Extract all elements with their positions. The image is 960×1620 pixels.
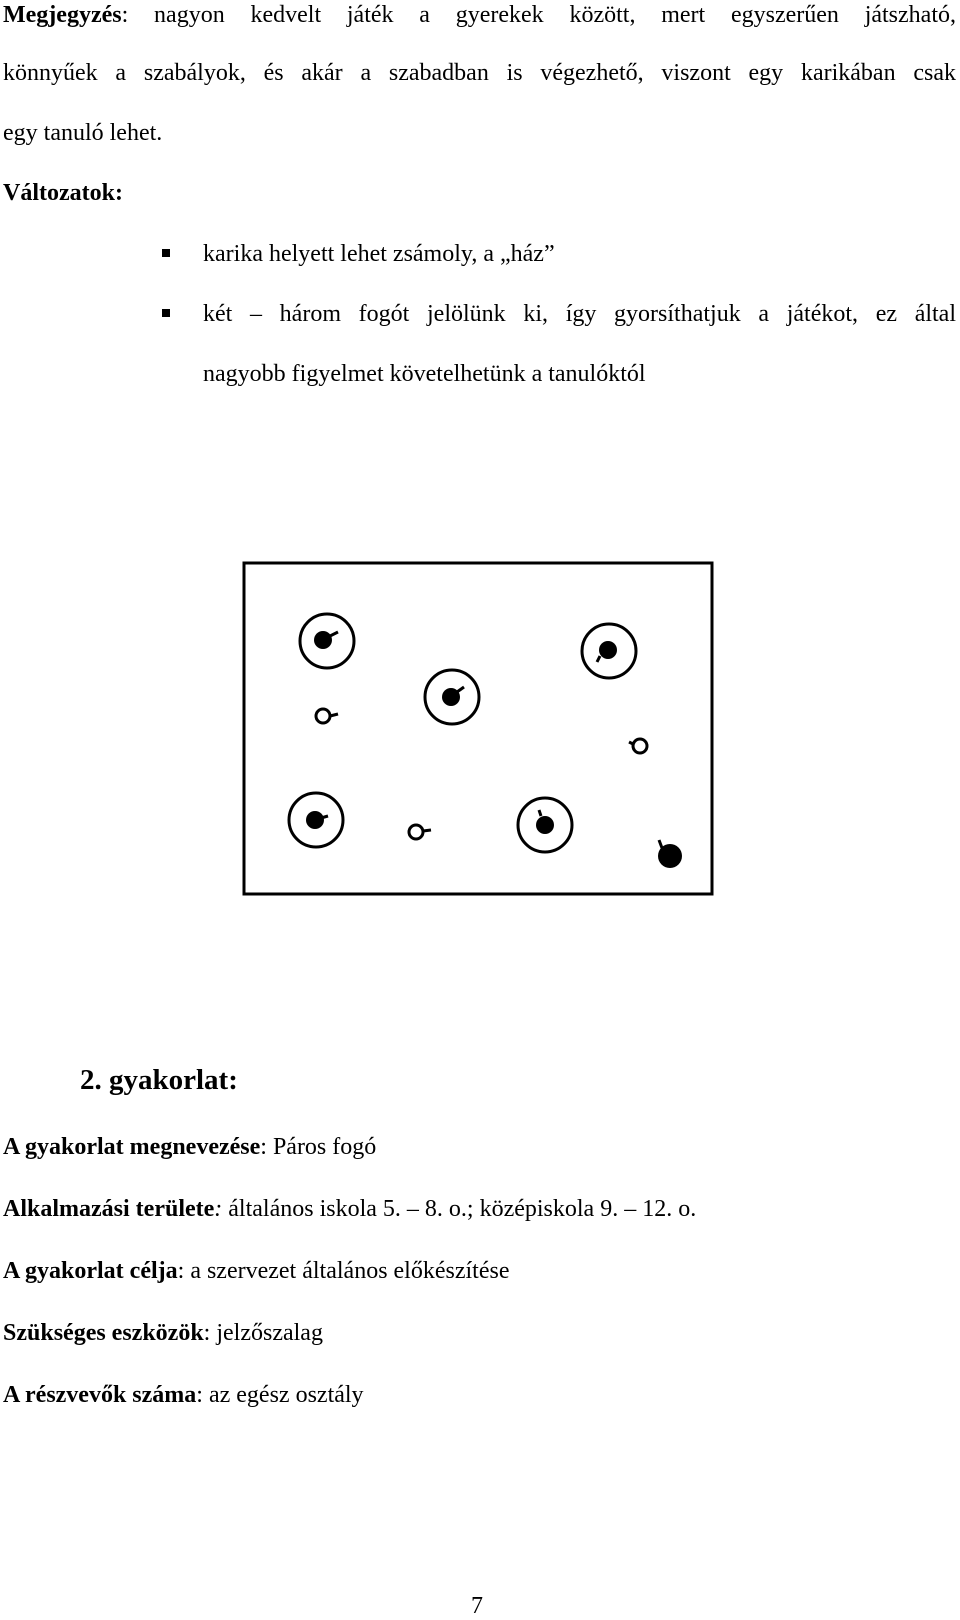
runner-player-arm	[629, 742, 633, 744]
field-border	[244, 563, 712, 894]
exercise-heading: 2. gyakorlat:	[80, 1064, 238, 1096]
runner-player-arm	[330, 714, 338, 716]
exercise-field-participants: A részvevők száma: az egész osztály	[3, 1382, 364, 1408]
player-in-hoop-arm	[330, 632, 338, 636]
variants-label: Változatok:	[3, 180, 123, 206]
player-in-hoop-arm	[321, 816, 328, 818]
exercise-field-equipment: Szükséges eszközök: jelzőszalag	[3, 1320, 323, 1346]
note-line-1-rest: : nagyon kedvelt játék a gyerekek között, mert egyszerűen játszható,	[121, 2, 956, 28]
runner-player-arm	[423, 830, 431, 831]
variant-item-1: karika helyett lehet zsámoly, a „ház”	[203, 241, 555, 267]
note-label: Megjegyzés	[3, 2, 122, 28]
page-number: 7	[471, 1593, 483, 1619]
chaser-player-arm	[659, 840, 662, 848]
player-in-hoop	[536, 816, 554, 834]
runner-player	[316, 709, 330, 723]
exercise-field-name: A gyakorlat megnevezése: Páros fogó	[3, 1134, 377, 1160]
player-in-hoop	[306, 811, 324, 829]
player-in-hoop-arm	[457, 687, 464, 692]
note-line-2-text: könnyűek a szabályok, és akár a szabadban is végezhető, viszont egy karikában csak	[3, 60, 956, 86]
exercise-field-goal: A gyakorlat célja: a szervezet általános előkészítése	[3, 1258, 510, 1284]
player-in-hoop-arm	[539, 810, 541, 816]
variant-item-2-text-1: két – három fogót jelölünk ki, így gyorsíthatjuk a játékot, ez által	[203, 301, 956, 327]
note-line-3: egy tanuló lehet.	[3, 120, 163, 146]
player-in-hoop	[599, 641, 617, 659]
player-in-hoop	[314, 631, 332, 649]
runner-player	[409, 825, 423, 839]
exercise-field-area: Alkalmazási területe: általános iskola 5. – 8. o.; középiskola 9. – 12. o.	[3, 1196, 697, 1222]
runner-player	[633, 739, 647, 753]
variant-item-2-line-2: nagyobb figyelmet követelhetünk a tanulóktól	[203, 361, 646, 387]
player-in-hoop-arm	[597, 656, 600, 662]
